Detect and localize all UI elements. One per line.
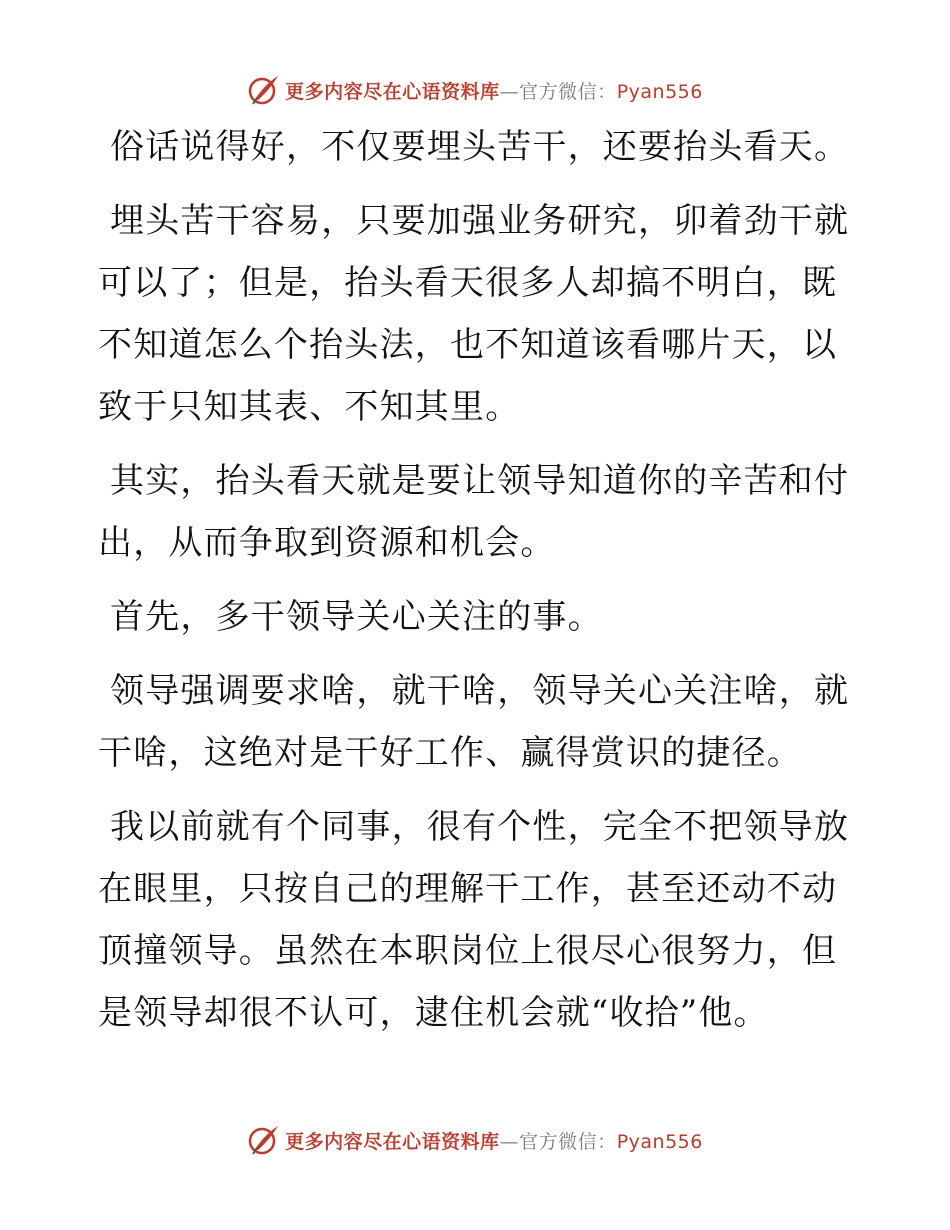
paragraph-5: 领导强调要求啥，就干啥，领导关心关注啥，就干啥，这绝对是干好工作、赢得赏识的捷径。 (98, 671, 850, 773)
paragraph-6: 我以前就有个同事，很有个性，完全不把领导放在眼里，只按自己的理解干工作，甚至还动不动顶撞领导。虽然在本职岗位上很尽心很努力，但是领导却很不认可，逮住机会就“收拾”他。 (98, 807, 850, 1033)
footer-banner-text (285, 1127, 703, 1154)
footer-dash: — (499, 1130, 520, 1153)
footer-wechat-id: Pyan556 (616, 1130, 703, 1153)
footer-brand: 更多内容尽在心语资料库 (285, 1130, 500, 1153)
header-wechat-id: Pyan556 (616, 80, 703, 103)
header-wechat-label: 官方微信： (519, 80, 617, 103)
paragraph-2: 埋头苦干容易，只要加强业务研究，卯着劲干就可以了；但是，抬头看天很多人却搞不明白，既不知道怎么个抬头法，也不知道该看哪片天，以致于只知其表、不知其里。 (98, 201, 850, 427)
footer-wechat-label: 官方微信： (519, 1130, 617, 1153)
header-brand: 更多内容尽在心语资料库 (285, 80, 500, 103)
paragraph-3: 其实，抬头看天就是要让领导知道你的辛苦和付出，从而争取到资源和机会。 (98, 461, 850, 563)
document-body (98, 116, 850, 1056)
header-banner-text (285, 77, 703, 104)
paragraph-1: 俗话说得好，不仅要埋头苦干，还要抬头看天。 (110, 127, 850, 167)
header-dash: — (499, 80, 520, 103)
paragraph-4: 首先，多干领导关心关注的事。 (110, 597, 603, 637)
header-banner (0, 70, 950, 110)
quill-pen-logo-icon (247, 73, 281, 107)
quill-pen-logo-icon (247, 1123, 281, 1157)
footer-banner (0, 1120, 950, 1160)
